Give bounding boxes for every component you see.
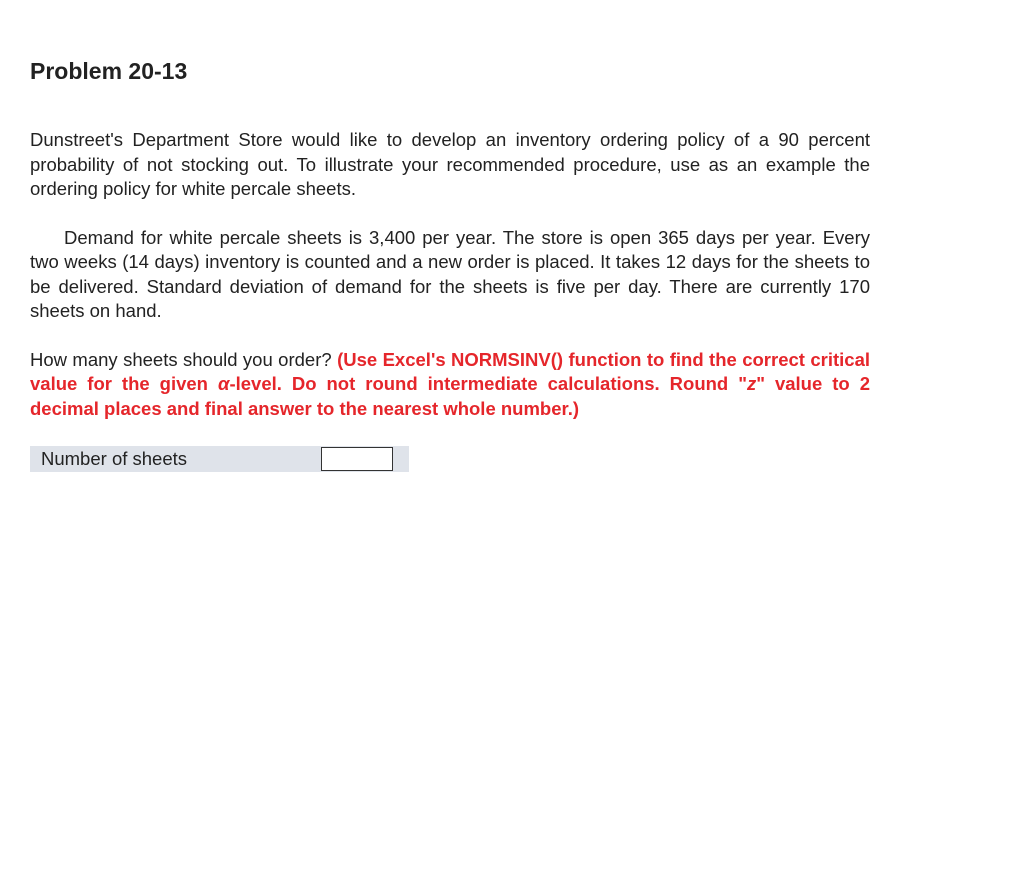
page-title: Problem 20-13	[30, 58, 188, 84]
question-paragraph	[30, 348, 870, 422]
instruction-part-2: -level. Do not round intermediate calculations. Round "	[229, 373, 747, 394]
instruction-part-3: " value to 2 decimal places and final answer to the nearest whole number.)	[30, 373, 870, 419]
answer-label: Number of sheets	[41, 448, 188, 469]
problem-intro-paragraph: Dunstreet's Department Store would like to develop an inventory ordering policy of a 90 percent probability of not stocking out. To illustrate your recommended procedure, use as an example the ordering policy for white percale sheets.	[30, 129, 870, 199]
alpha-symbol: α	[217, 373, 230, 394]
answer-row	[30, 446, 409, 472]
instruction-part-1: (Use Excel's NORMSINV() function to find the correct critical value for the given	[30, 348, 870, 394]
problem-data-paragraph: Demand for white percale sheets is 3,400 per year. The store is open 365 days per year. Every two weeks (14 days) inventory is counted and a new order is placed. It takes 12 days for the sheets to be delivered. Standard deviation of demand for the sheets is five per day. There are currently 170 sheets on hand.	[30, 226, 870, 321]
z-symbol: z	[746, 373, 757, 394]
problem-container	[30, 56, 870, 421]
number-of-sheets-input[interactable]	[321, 447, 393, 471]
question-text: How many sheets should you order?	[30, 348, 332, 370]
